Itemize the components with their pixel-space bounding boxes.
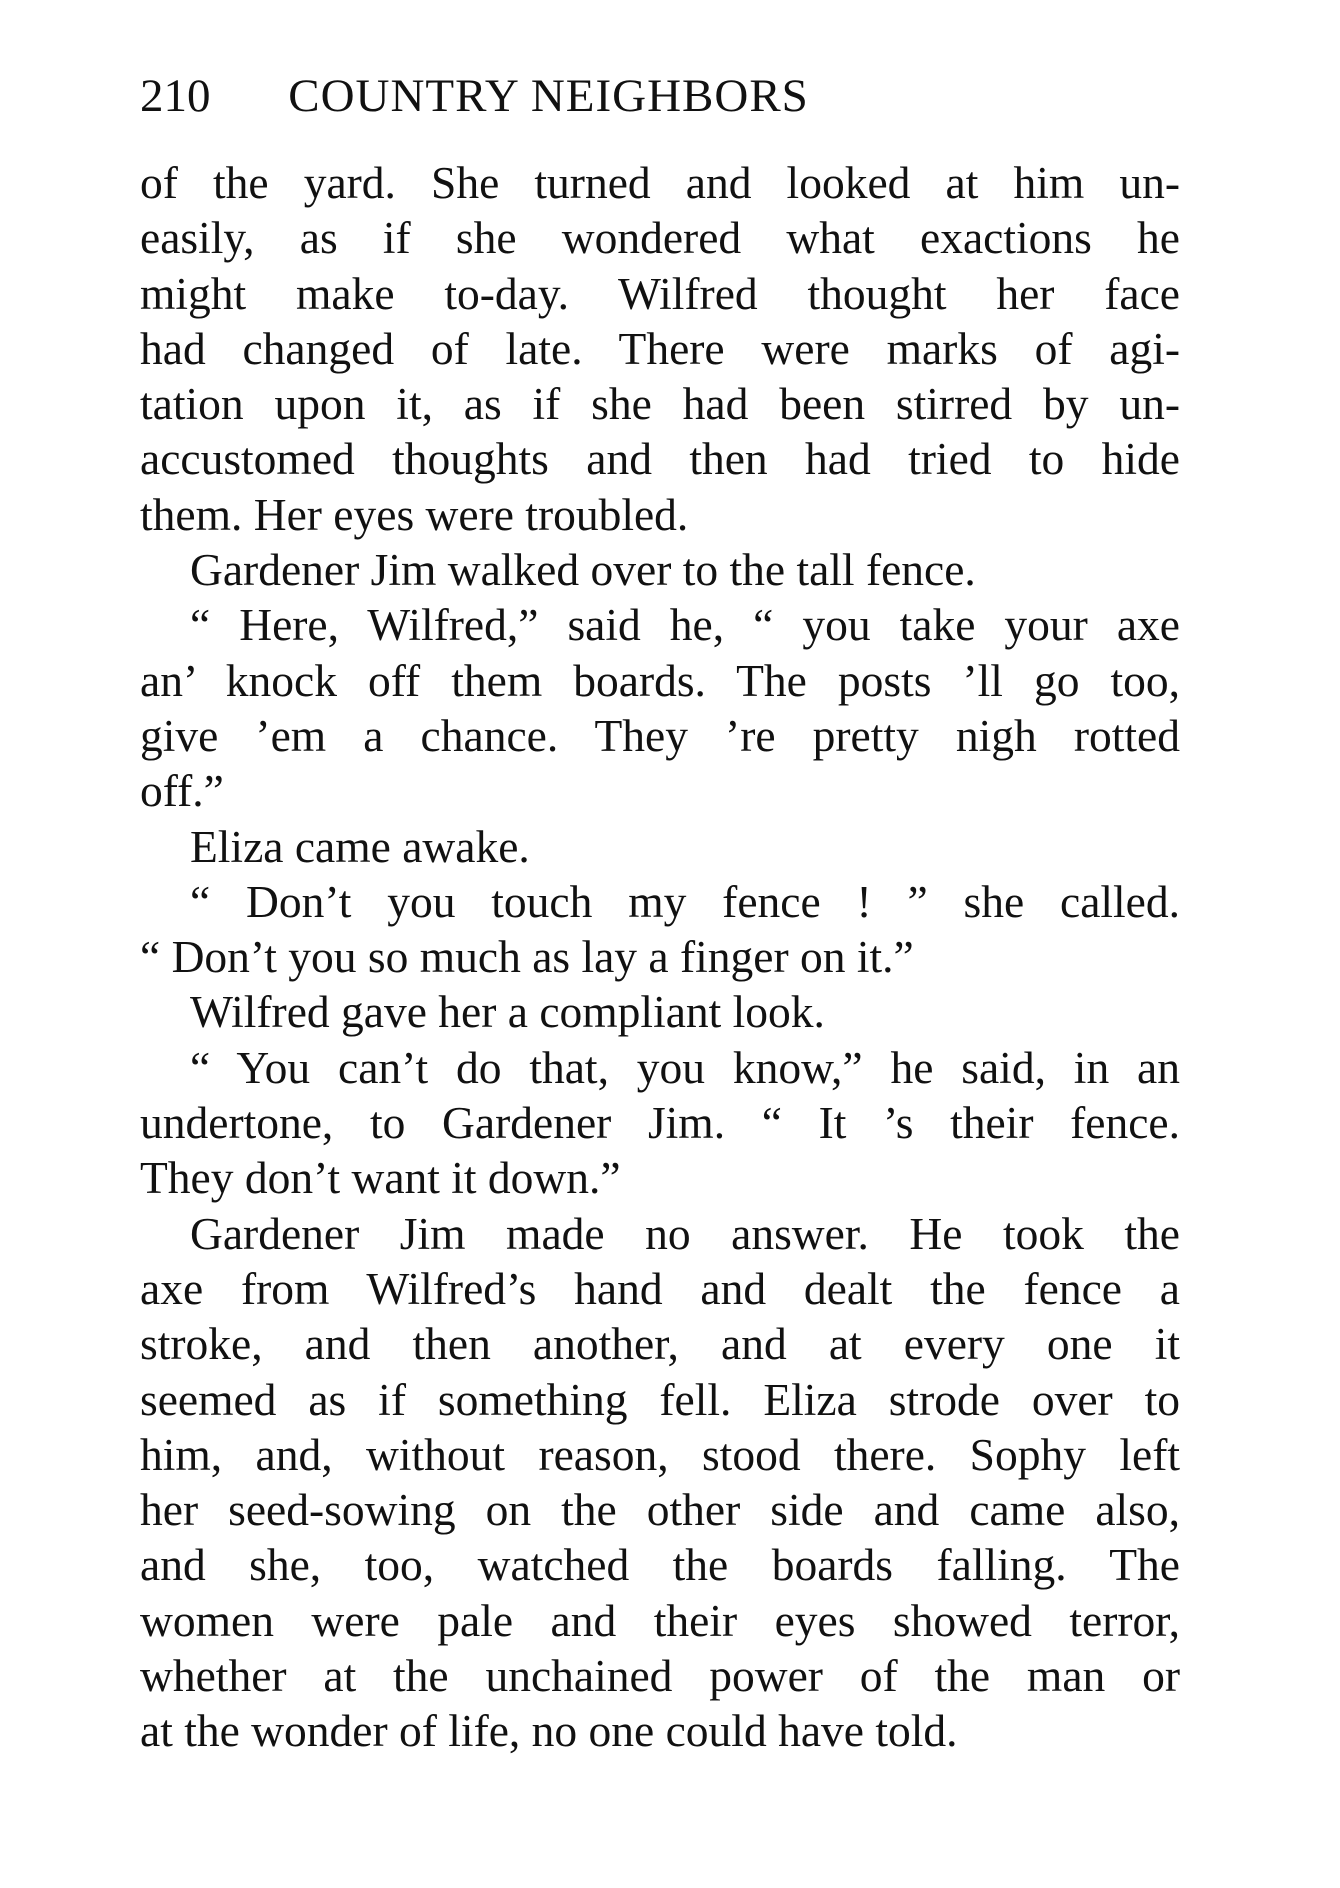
text-line: had changed of late. There were marks of agi-: [140, 322, 1180, 374]
body-text: [140, 155, 1180, 1759]
text-line: at the wonder of life, no one could have told.: [140, 1705, 958, 1757]
page-number: 210: [140, 70, 211, 122]
text-line: undertone, to Gardener Jim. “ It ’s their fence.: [140, 1097, 1180, 1149]
text-line: axe from Wilfred’s hand and dealt the fence a: [140, 1262, 1180, 1314]
text-line: Eliza came awake.: [190, 820, 530, 872]
text-line: They don’t want it down.”: [140, 1152, 621, 1204]
text-line: whether at the unchained power of the man or: [140, 1650, 1180, 1702]
text-line: Wilfred gave her a compliant look.: [190, 986, 825, 1038]
text-line: “ You can’t do that, you know,” he said, in an: [190, 1041, 1180, 1093]
text-line: tation upon it, as if she had been stirred by un-: [140, 378, 1180, 430]
page-header: [140, 66, 1180, 126]
text-line: might make to-day. Wilfred thought her face: [140, 267, 1180, 319]
text-line: Gardener Jim walked over to the tall fence.: [190, 544, 976, 596]
text-line: of the yard. She turned and looked at him un-: [140, 157, 1180, 208]
text-line: “ Don’t you touch my fence ! ” she called.: [190, 875, 1180, 927]
text-line: off.”: [140, 765, 224, 817]
text-line: Gardener Jim made no answer. He took the: [190, 1207, 1180, 1259]
text-line: women were pale and their eyes showed terror,: [140, 1594, 1180, 1646]
running-head: COUNTRY NEIGHBORS: [288, 70, 809, 122]
text-line: an’ knock off them boards. The posts ’ll go too,: [140, 654, 1180, 706]
text-line: “ Here, Wilfred,” said he, “ you take your axe: [190, 599, 1180, 651]
text-line: stroke, and then another, and at every one it: [140, 1318, 1180, 1370]
text-line: her seed-sowing on the other side and came also,: [140, 1484, 1180, 1536]
text-line: him, and, without reason, stood there. Sophy left: [140, 1428, 1180, 1480]
text-line: accustomed thoughts and then had tried to hide: [140, 433, 1180, 485]
text-line: give ’em a chance. They ’re pretty nigh rotted: [140, 709, 1180, 761]
text-line: and she, too, watched the boards falling. The: [140, 1539, 1180, 1591]
text-line: easily, as if she wondered what exactions he: [140, 212, 1180, 264]
text-line: them. Her eyes were troubled.: [140, 488, 689, 540]
text-line: seemed as if something fell. Eliza strode over to: [140, 1373, 1180, 1425]
text-line: “ Don’t you so much as lay a finger on it.”: [140, 931, 914, 983]
